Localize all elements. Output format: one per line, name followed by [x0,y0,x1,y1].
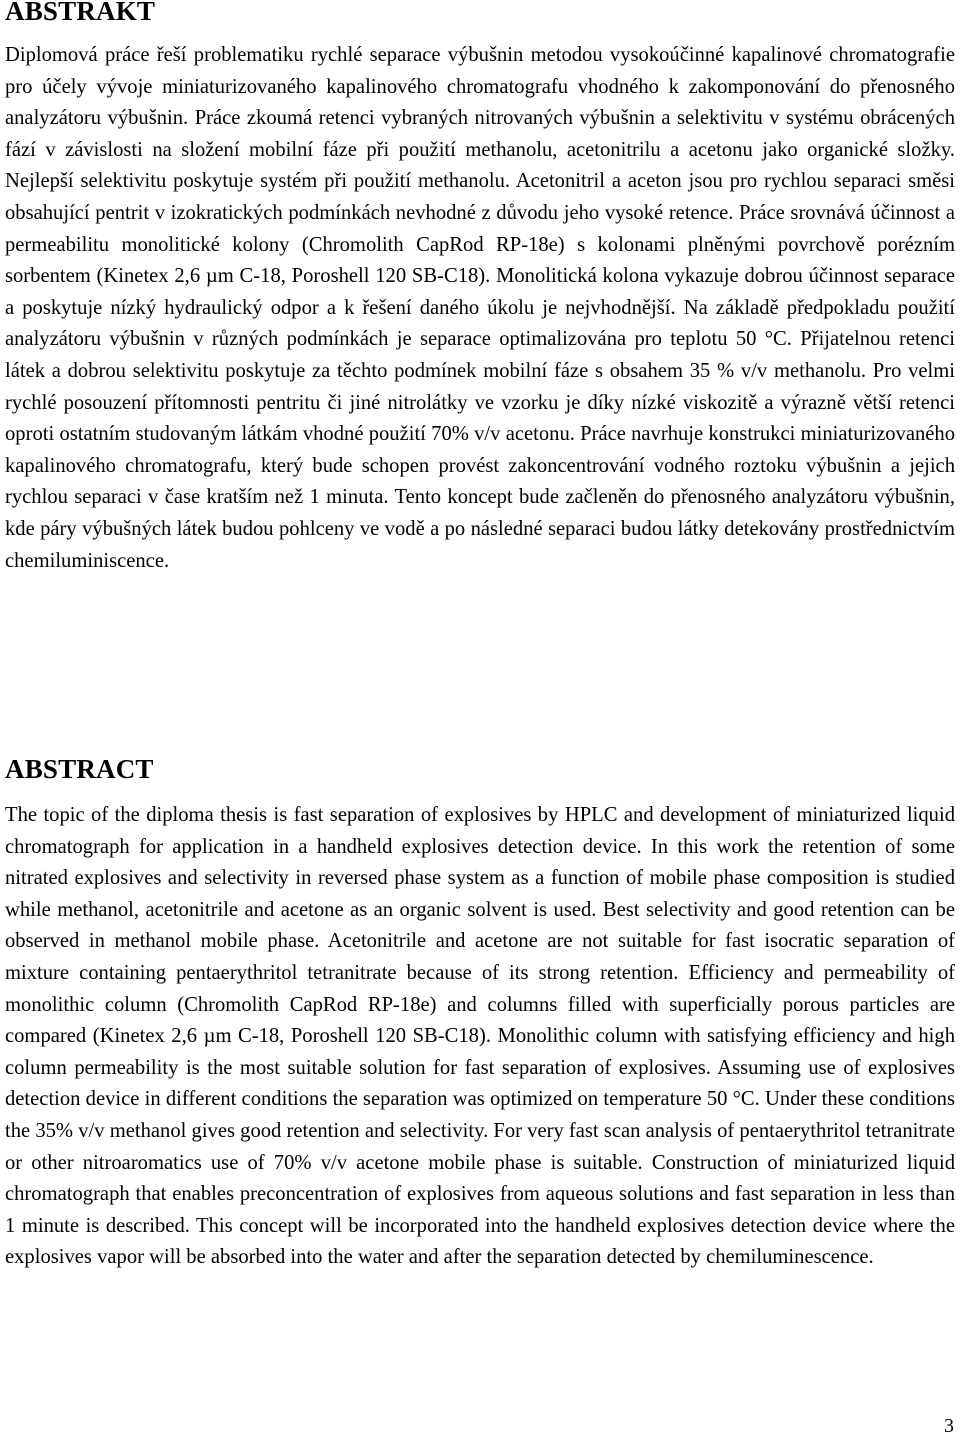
abstract-heading: ABSTRACT [5,754,154,784]
page-number: 3 [944,1415,954,1437]
abstract-body: The topic of the diploma thesis is fast separation of explosives by HPLC and development of miniaturized liquid chromatograph for application in a handheld explosives detection device. In this work the retention of some nitrated explosives and selectivity in reversed phase system as a function of mobile phase composition is studied while methanol, acetonitrile and acetone as an organic solvent is used. Best selectivity and good retention can be observed in methanol mobile phase. Acetonitrile and acetone are not suitable for fast isocratic separation of mixture containing pentaerythritol tetranitrate because of its strong retention. Efficiency and permeability of monolithic column (Chromolith CapRod RP-18e) and columns filled with superficially porous particles are compared (Kinetex 2,6 µm C-18, Poroshell 120 SB-C18). Monolithic column with satisfying efficiency and high column permeability is the most suitable solution for fast separation of explosives. Assuming use of explosives detection device in different conditions the separation was optimized on temperature 50 °C. Under these conditions the 35% v/v methanol gives good retention and selectivity. For very fast scan analysis of pentaerythritol tetranitrate or other nitroaromatics use of 70% v/v acetone mobile phase is suitable. Construction of miniaturized liquid chromatograph that enables preconcentration of explosives from aqueous solutions and fast separation in less than 1 minute is described. This concept will be incorporated into the handheld explosives detection device where the explosives vapor will be absorbed into the water and after the separation detected by chemiluminescence. [5,804,955,1269]
abstrakt-body: Diplomová práce řeší problematiku rychlé separace výbušnin metodou vysokoúčinné kapalinové chromatografie pro účely vývoje miniaturizovaného kapalinového chromatografu vhodného k zakomponování do přenosného analyzátoru výbušnin. Práce zkoumá retenci vybraných nitrovaných výbušnin a selektivitu v systému obrácených fází v závislosti na složení mobilní fáze při použití methanolu, acetonitrilu a acetonu jako organické složky. Nejlepší selektivitu poskytuje systém při použití methanolu. Acetonitril a aceton jsou pro rychlou separaci směsi obsahující pentrit v izokratických podmínkách nevhodné z důvodu jeho vysoké retence. Práce srovnává účinnost a permeabilitu monolitické kolony (Chromolith CapRod RP-18e) s kolonami plněnými povrchově porézním sorbentem (Kinetex 2,6 µm C-18, Poroshell 120 SB-C18). Monolitická kolona vykazuje dobrou účinnost separace a poskytuje nízký hydraulický odpor a k řešení daného úkolu je nejvhodnější. Na základě předpokladu použití analyzátoru výbušnin v různých podmínkách je separace optimalizována pro teplotu 50 °C. Přijatelnou retenci látek a dobrou selektivitu poskytuje za těchto podmínek mobilní fáze s obsahem 35 % v/v methanolu. Pro velmi rychlé posouzení přítomnosti pentritu či jiné nitrolátky ve vzorku je díky nízké viskozitě a výrazně větší retenci oproti ostatním studovaným látkám vhodné použití 70% v/v acetonu. Práce navrhuje konstrukci miniaturizovaného kapalinového chromatografu, který bude schopen provést zakoncentrování vodného roztoku výbušnin a jejich rychlou separaci v čase kratším než 1 minuta. Tento koncept bude začleněn do přenosného analyzátoru výbušnin, kde páry výbušných látek budou pohlceny ve vodě a po následné separaci budou látky detekovány prostřednictvím chemiluminiscence. [5,44,955,572]
abstrakt-heading: ABSTRAKT [5,0,156,26]
